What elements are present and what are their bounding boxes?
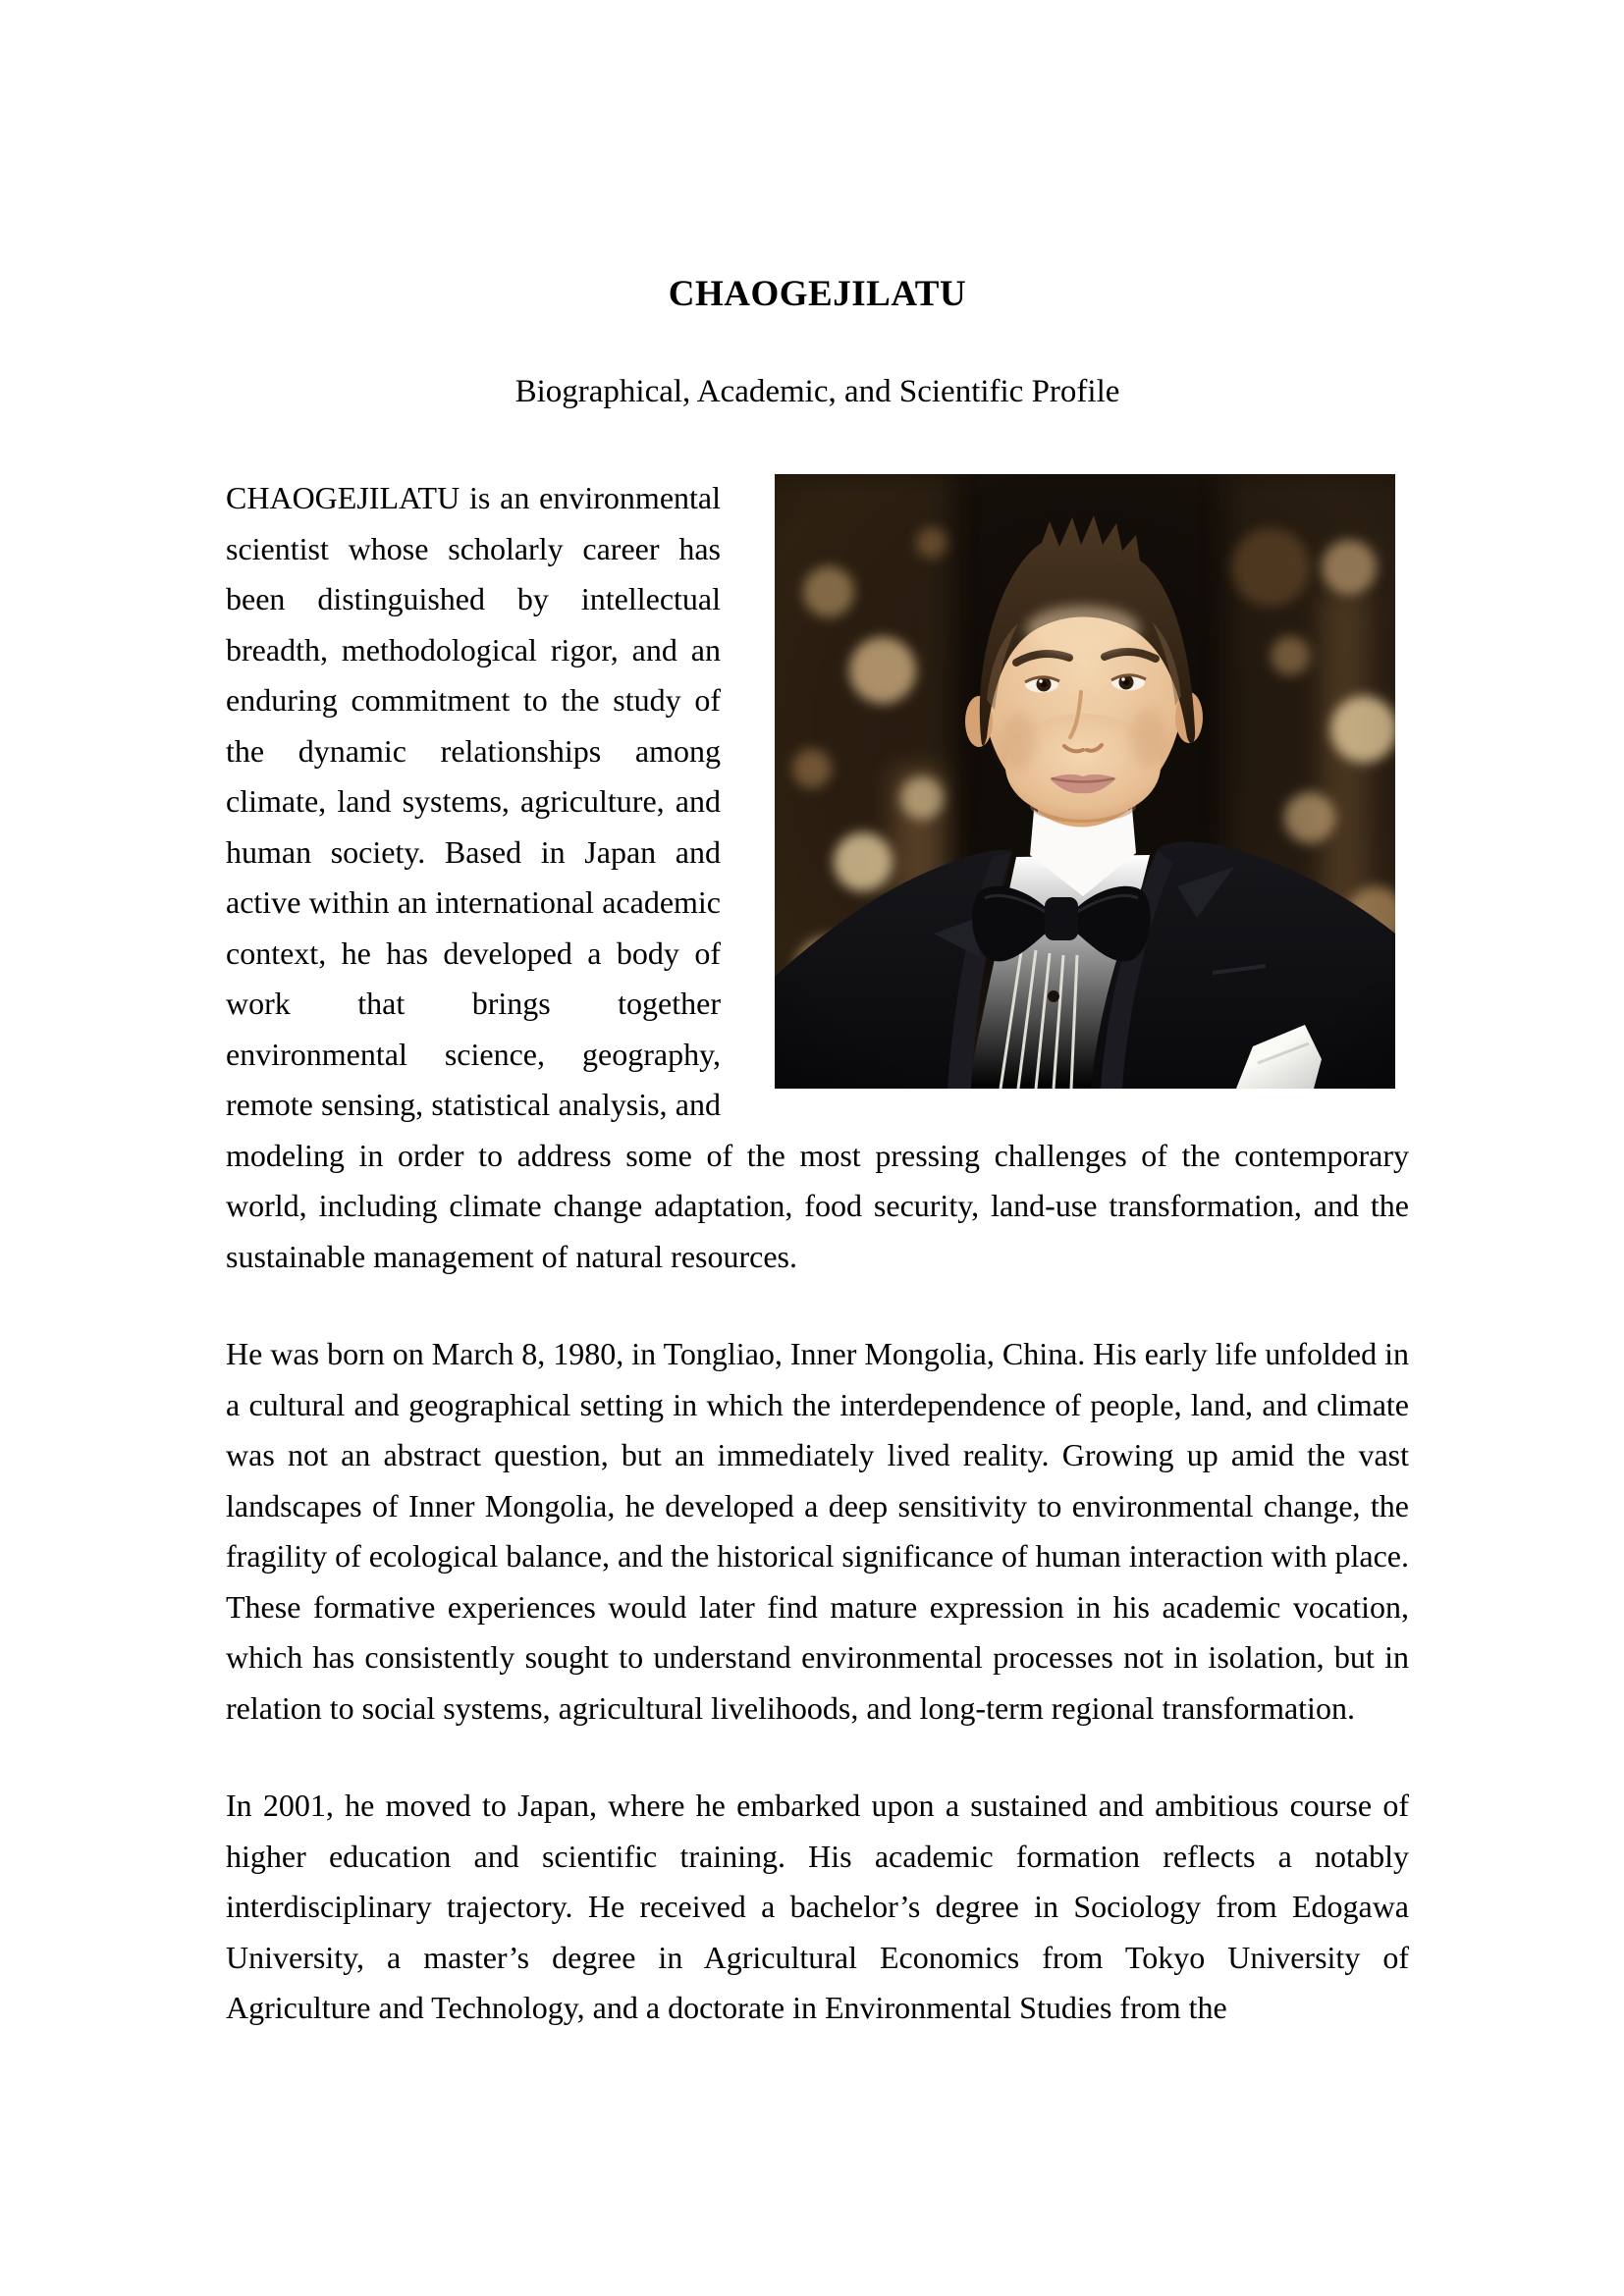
portrait-photo [775,474,1395,1089]
portrait-illustration [775,474,1395,1089]
intro-section [226,473,1409,1282]
document-body [226,473,1409,2034]
page-subtitle: Biographical, Academic, and Scientific Profile [514,374,1120,409]
paragraph-intro: CHAOGEJILATU is an environmental scientist whose scholarly career has been distinguished by intellectual breadth, methodological rigor, and an enduring commitment to the study of the dynamic relationships among climate, land systems, agriculture, and human society. Based in Japan and active within an international academic context, he has developed a body of work that brings together environmental science, geography, remote sensing, statistical analysis, and modeling in order to address some of the most pressing challenges of the contemporary world, including climate change adaptation, food security, land-use transformation, and the sustainable management of natural resources. [226,480,1409,1274]
page-title: CHAOGEJILATU [668,274,967,314]
paragraph-early-life: He was born on March 8, 1980, in Tongliao, Inner Mongolia, China. His early life unfolded in a cultural and geographical setting in which the interdependence of people, land, and climate was not an abstract question, but an immediately lived reality. Growing up amid the vast landscapes of Inner Mongolia, he developed a deep sensitivity to environmental change, the fragility of ecological balance, and the historical significance of human interaction with place. These formative experiences would later find mature expression in his academic vocation, which has consistently sought to understand environmental processes not in isolation, but in relation to social systems, agricultural livelihoods, and long-term regional transformation. [226,1336,1409,1726]
paragraph-education: In 2001, he moved to Japan, where he embarked upon a sustained and ambitious course of higher education and scientific training. His academic formation reflects a notably interdisciplinary trajectory. He received a bachelor’s degree in Sociology from Edogawa University, a master’s degree in Agricultural Economics from Tokyo University of Agriculture and Technology, and a doctorate in Environmental Studies from the [226,1788,1409,2025]
